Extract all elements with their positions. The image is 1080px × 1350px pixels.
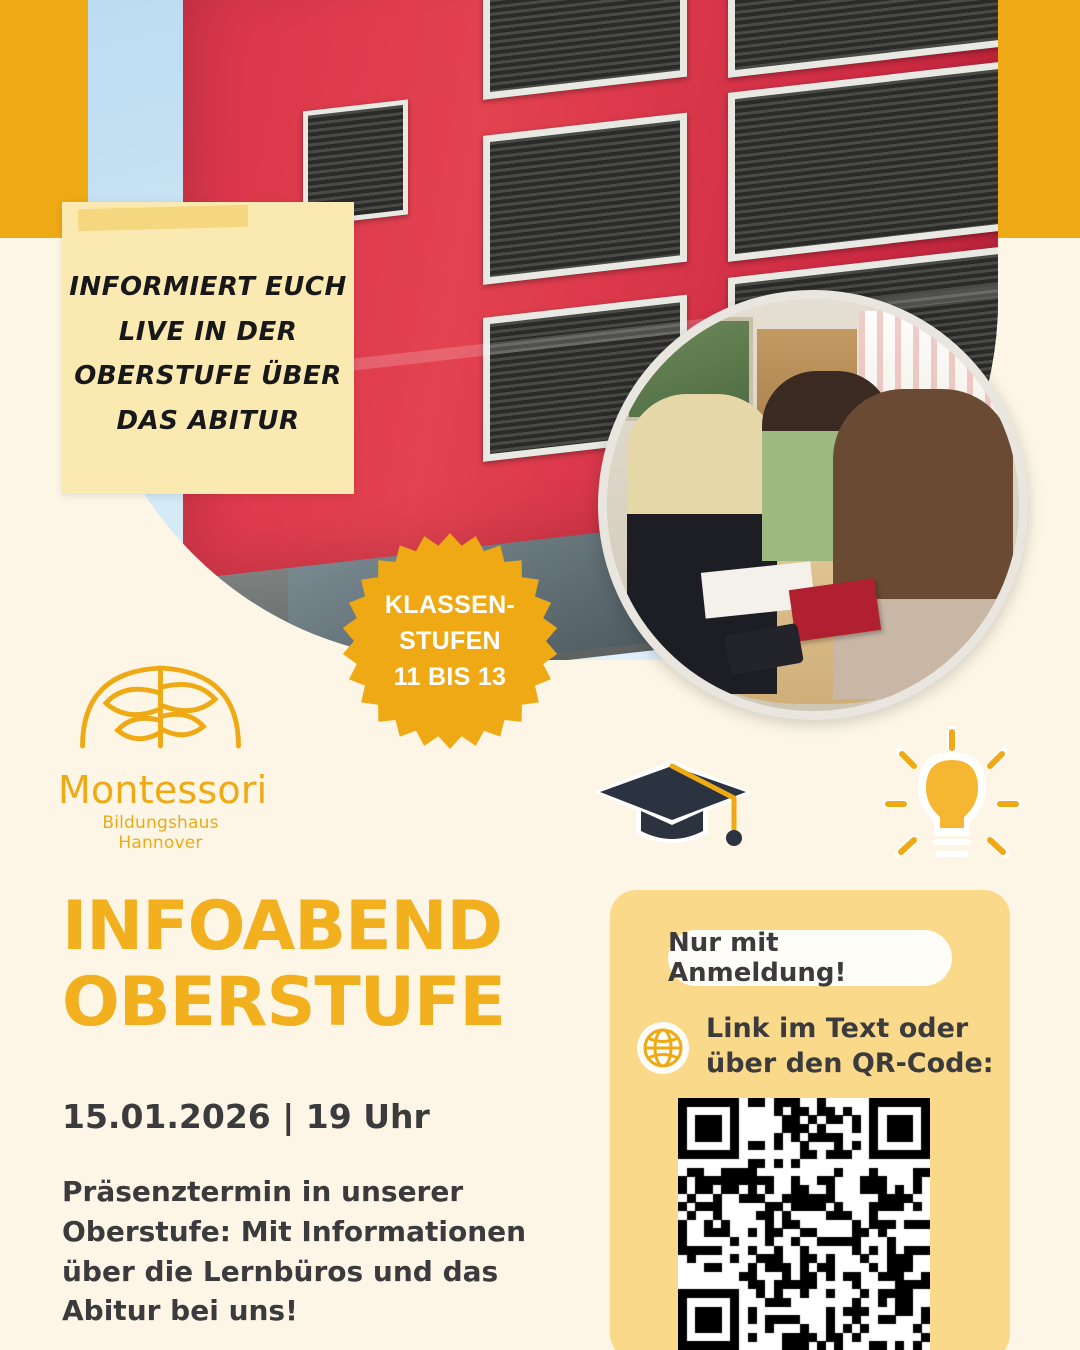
note-line-2: LIVE IN DER [118,316,298,347]
badge-line-1: KLASSEN- [384,590,516,619]
globe-icon [634,1019,692,1077]
grade-levels-badge [342,533,558,749]
students-photo [598,290,1028,720]
qr-instructions-line-2: über den QR-Code: [706,1047,994,1079]
window [483,0,687,100]
window [728,57,998,262]
badge-line-3: 11 BIS 13 [393,663,507,692]
event-datetime: 15.01.2026 | 19 Uhr [62,1097,430,1136]
qr-code[interactable] [678,1098,930,1350]
logo-subtitle: Bildungshaus Hannover [102,813,219,853]
logo-mark-icon [63,648,258,766]
qr-instructions [706,1012,996,1081]
note-tape [78,205,249,231]
qr-instructions-line-1: Link im Text oder [706,1013,969,1044]
montessori-logo [58,648,268,853]
note-line-3: OBERSTUFE ÜBER [74,361,342,392]
student-right [833,389,1013,699]
event-description: Präsenztermin in unserer Oberstufe: Mit Informationen über die Lernbüros und das Abitur bei uns! [62,1175,527,1328]
window [483,113,687,285]
note-line-1: INFORMIERT EUCH [69,272,347,302]
lightbulb-icon [872,718,1032,878]
page-title [62,887,582,1042]
graduation-cap-icon [584,748,762,858]
headline-line-1: INFOABEND [62,887,502,966]
registration-badge: Nur mit Anmeldung! [668,930,952,986]
highlight-note-text [62,265,354,444]
badge-line-2: STUFEN [399,626,501,655]
headline-line-2: OBERSTUFE [62,963,505,1042]
note-line-4: DAS ABITUR [116,406,300,437]
grade-levels-badge-text [342,533,558,749]
logo-name: Montessori [58,768,268,812]
